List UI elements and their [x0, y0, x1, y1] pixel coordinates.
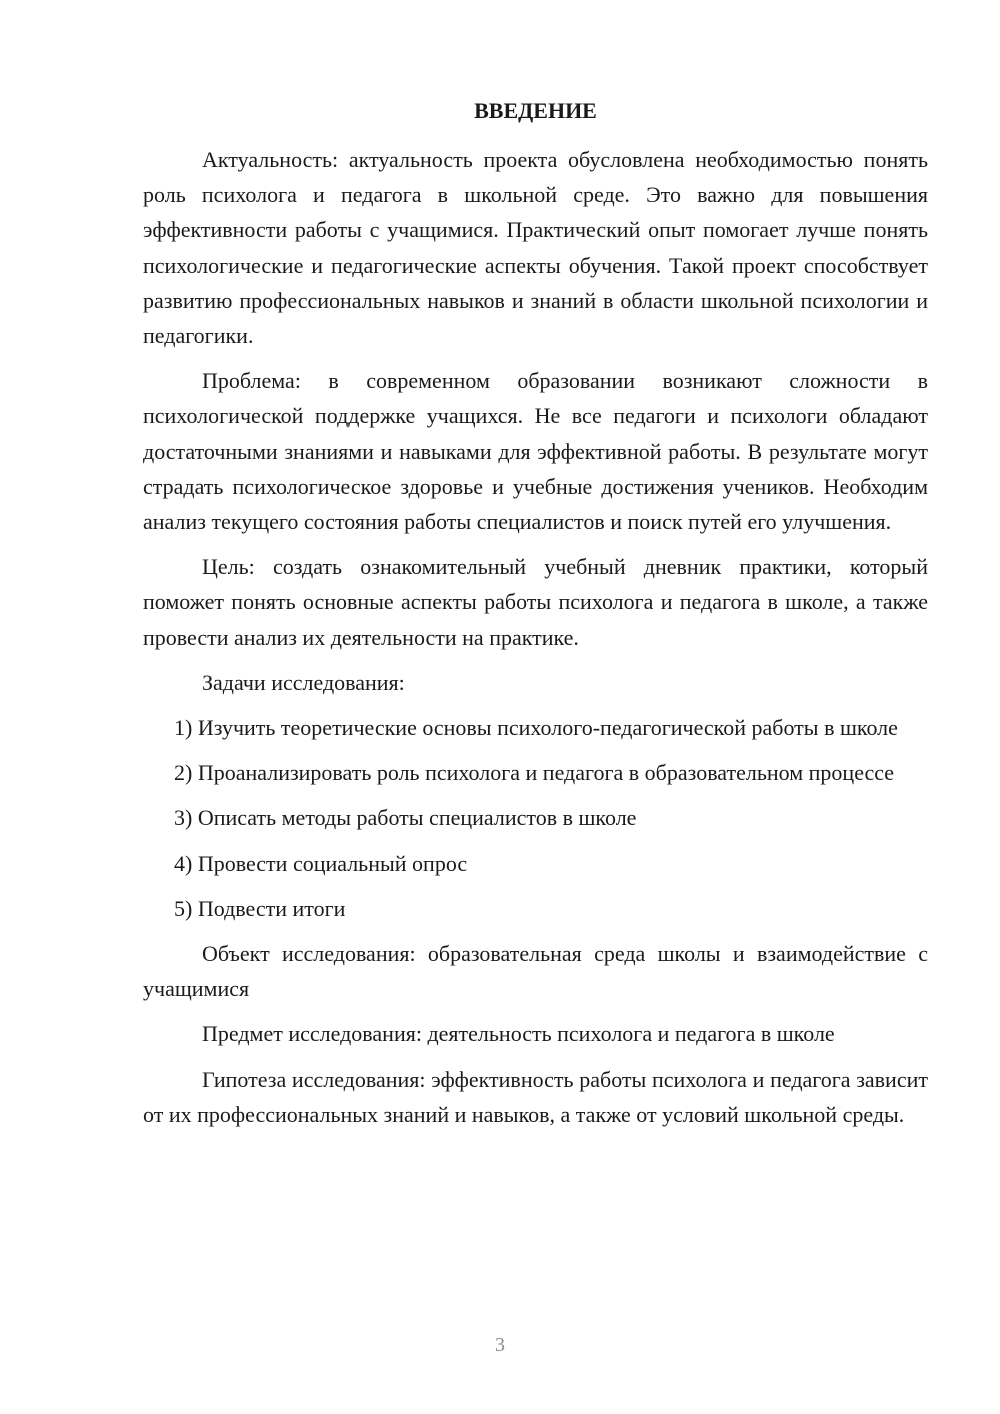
hypothesis-paragraph: Гипотеза исследования: эффективность работы психолога и педагога зависит от их профессиональных знаний и навыков, а также от условий школьной среды. — [143, 1066, 928, 1127]
goal-paragraph: Цель: создать ознакомительный учебный дневник практики, который поможет понять основные аспекты работы психолога и педагога в школе, а также провести анализ их деятельности на практике. — [143, 554, 928, 650]
task-item: 1) Изучить теоретические основы психолого-педагогической работы в школе — [174, 715, 898, 741]
task-item: 3) Описать методы работы специалистов в школе — [174, 805, 637, 831]
tasks-heading: Задачи исследования: — [202, 669, 405, 695]
section-title: ВВЕДЕНИЕ — [474, 98, 597, 123]
task-item: 2) Проанализировать роль психолога и педагога в образовательном процессе — [174, 760, 895, 786]
problem-paragraph: Проблема: в современном образовании возникают сложности в психологической поддержке учащихся. Не все педагоги и психологи обладают достаточными знаниями и навыками для эффективной работы. В результате могут страдать психологическое здоровье и учебные достижения учеников. Необходим анализ текущего состояния работы специалистов и поиск путей его улучшения. — [143, 368, 928, 535]
task-item: 4) Провести социальный опрос — [174, 850, 468, 876]
task-item: 5) Подвести итоги — [174, 895, 346, 921]
relevance-paragraph: Актуальность: актуальность проекта обусловлена необходимостью понять роль психолога и педагога в школьной среде. Это важно для повышения эффективности работы с учащимися. Практический опыт помогает лучше понять психологические и педагогические аспекты обучения. Такой проект способствует развитию профессиональных навыков и знаний в области школьной психологии и педагогики. — [143, 147, 928, 349]
object-paragraph: Объект исследования: образовательная среда школы и взаимодействие с учащимися — [143, 941, 928, 1002]
subject-paragraph: Предмет исследования: деятельность психолога и педагога в школе — [202, 1021, 835, 1047]
page-number: 3 — [495, 1334, 505, 1356]
section-body — [143, 142, 928, 1142]
